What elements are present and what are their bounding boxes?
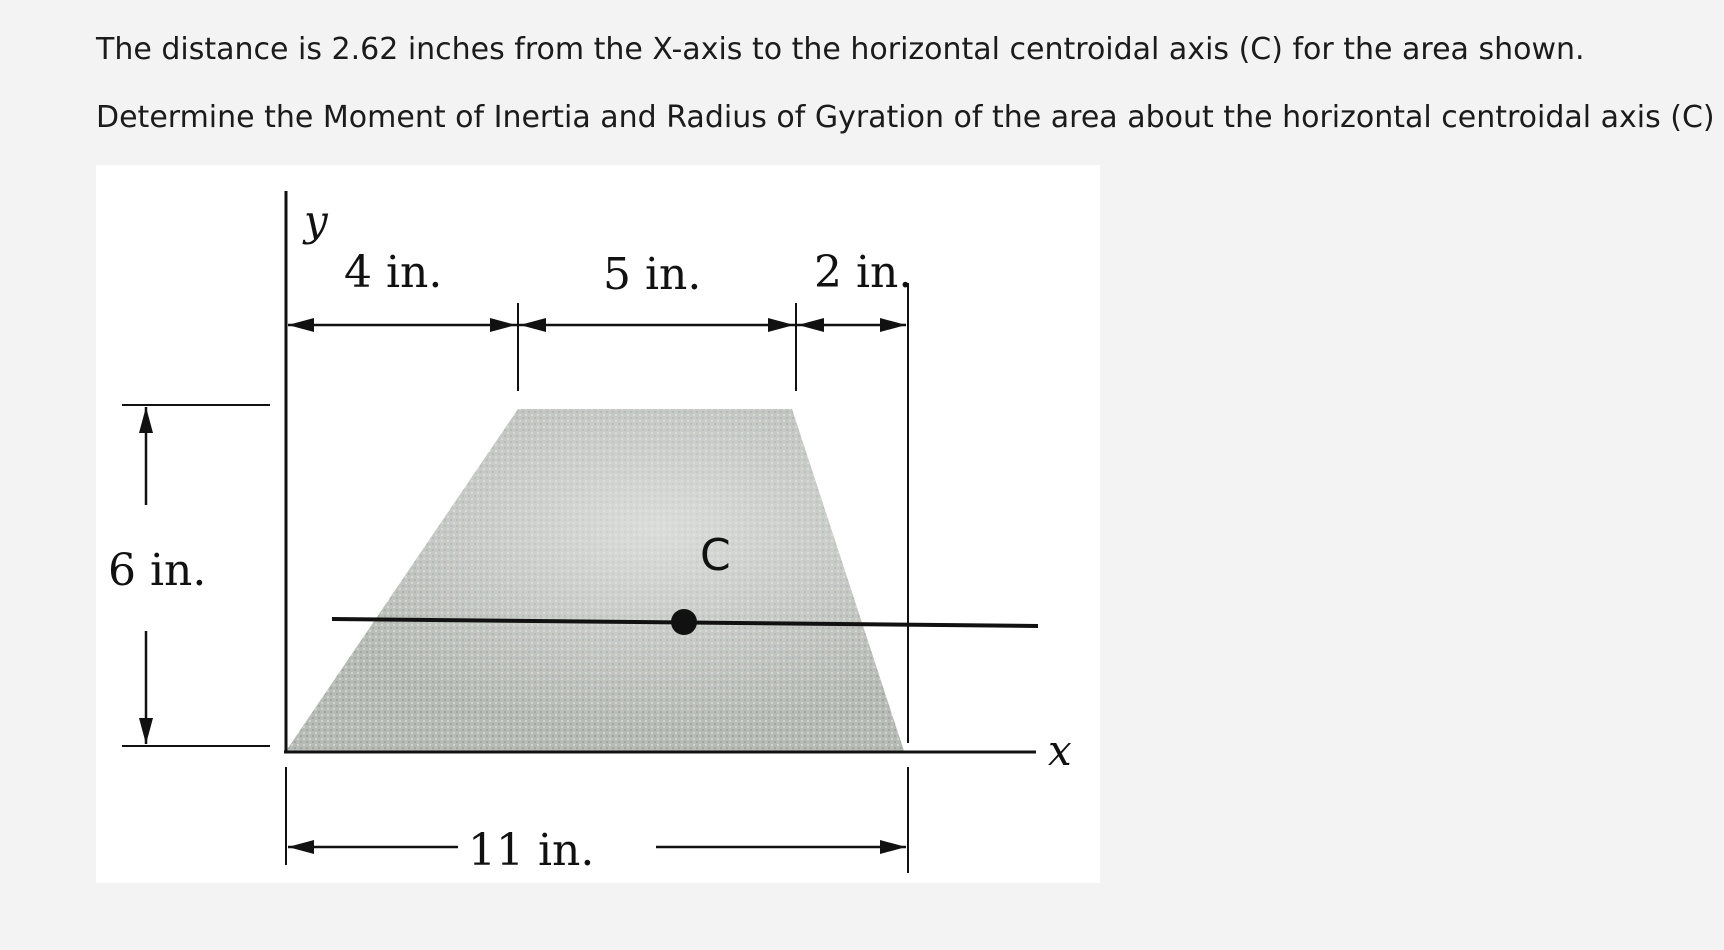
trapezoid-figure (96, 165, 1100, 883)
arrowhead-11in-left (288, 840, 314, 854)
dim-label-6in: 6 in. (108, 545, 207, 596)
arrowhead-2in-right (880, 318, 906, 332)
dim-label-11in: 11 in. (468, 825, 595, 876)
dim-label-4in: 4 in. (344, 247, 443, 298)
arrowhead-6in-top (139, 407, 153, 433)
problem-statement-line-2: Determine the Moment of Inertia and Radius of Gyration of the area about the horizontal centroidal axis (C) (96, 100, 1715, 135)
dim-label-2in: 2 in. (814, 247, 913, 298)
centroid-label: C (700, 530, 731, 581)
problem-statement-line-1: The distance is 2.62 inches from the X-axis to the horizontal centroidal axis (C) for the area shown. (96, 32, 1585, 67)
x-axis-label: x (1048, 726, 1072, 775)
y-axis-label: y (304, 196, 328, 245)
arrowhead-11in-right (880, 840, 906, 854)
centroid-point (671, 609, 697, 635)
arrowhead-2in-left (798, 318, 824, 332)
figure-drawing (96, 165, 1100, 883)
arrowhead-4in-right (490, 318, 516, 332)
arrowhead-6in-bottom (139, 718, 153, 744)
dim-label-5in: 5 in. (603, 249, 702, 300)
arrowhead-5in-right (768, 318, 794, 332)
arrowhead-4in-left (288, 318, 314, 332)
trapezoid-highlight (286, 409, 904, 751)
arrowhead-5in-left (520, 318, 546, 332)
